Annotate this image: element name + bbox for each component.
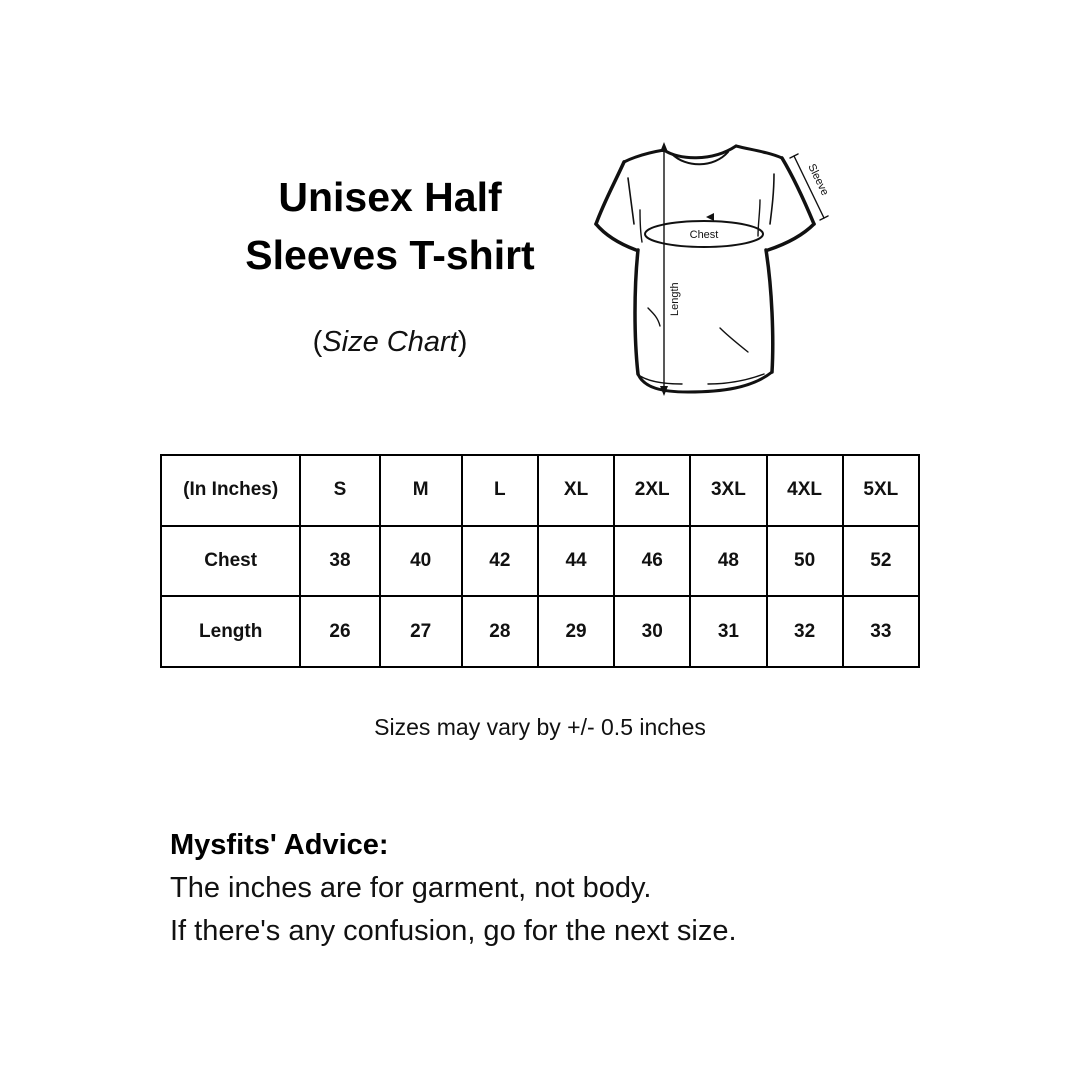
title-line-1: Unisex Half xyxy=(278,174,502,220)
size-variance-note: Sizes may vary by +/- 0.5 inches xyxy=(374,714,706,740)
table-cell: 52 xyxy=(843,526,919,597)
page-title xyxy=(210,168,570,284)
table-cell: 26 xyxy=(300,596,379,667)
table-cell: 46 xyxy=(614,526,690,597)
table-cell: 33 xyxy=(843,596,919,667)
table-cell: 27 xyxy=(380,596,462,667)
header-size-4xl: 4XL xyxy=(767,455,843,526)
header-size-5xl: 5XL xyxy=(843,455,919,526)
table-cell: 38 xyxy=(300,526,379,597)
table-cell: 44 xyxy=(538,526,614,597)
advice-heading: Mysfits' Advice: xyxy=(170,829,389,861)
diagram-chest-label: Chest xyxy=(689,229,719,241)
header-size-s: S xyxy=(300,455,379,526)
table-row xyxy=(161,526,919,597)
table-cell: 40 xyxy=(380,526,462,597)
advice-line-1: The inches are for garment, not body. xyxy=(170,872,652,904)
table-cell: 48 xyxy=(690,526,766,597)
table-cell: 28 xyxy=(462,596,538,667)
header-size-m: M xyxy=(380,455,462,526)
table-cell: 42 xyxy=(462,526,538,597)
table-cell: 50 xyxy=(767,526,843,597)
diagram-length-label: Length xyxy=(669,282,681,316)
table-cell: 29 xyxy=(538,596,614,667)
title-line-2: Sleeves T-shirt xyxy=(245,232,535,278)
table-header-row xyxy=(161,455,919,526)
header-unit: (In Inches) xyxy=(161,455,300,526)
row-label-chest: Chest xyxy=(161,526,300,597)
advice-section xyxy=(170,824,1010,953)
header-size-l: L xyxy=(462,455,538,526)
table-row xyxy=(161,596,919,667)
row-label-length: Length xyxy=(161,596,300,667)
header-size-2xl: 2XL xyxy=(614,455,690,526)
diagram-sleeve-label: Sleeve xyxy=(805,162,831,198)
advice-line-2: If there's any confusion, go for the next size. xyxy=(170,915,737,947)
tshirt-diagram xyxy=(588,138,858,400)
header-size-xl: XL xyxy=(538,455,614,526)
subtitle-text: Size Chart xyxy=(322,326,458,358)
table-cell: 31 xyxy=(690,596,766,667)
table-cell: 32 xyxy=(767,596,843,667)
subtitle: (Size Chart) xyxy=(312,326,468,358)
size-chart-table xyxy=(160,454,920,668)
table-cell: 30 xyxy=(614,596,690,667)
header-size-3xl: 3XL xyxy=(690,455,766,526)
